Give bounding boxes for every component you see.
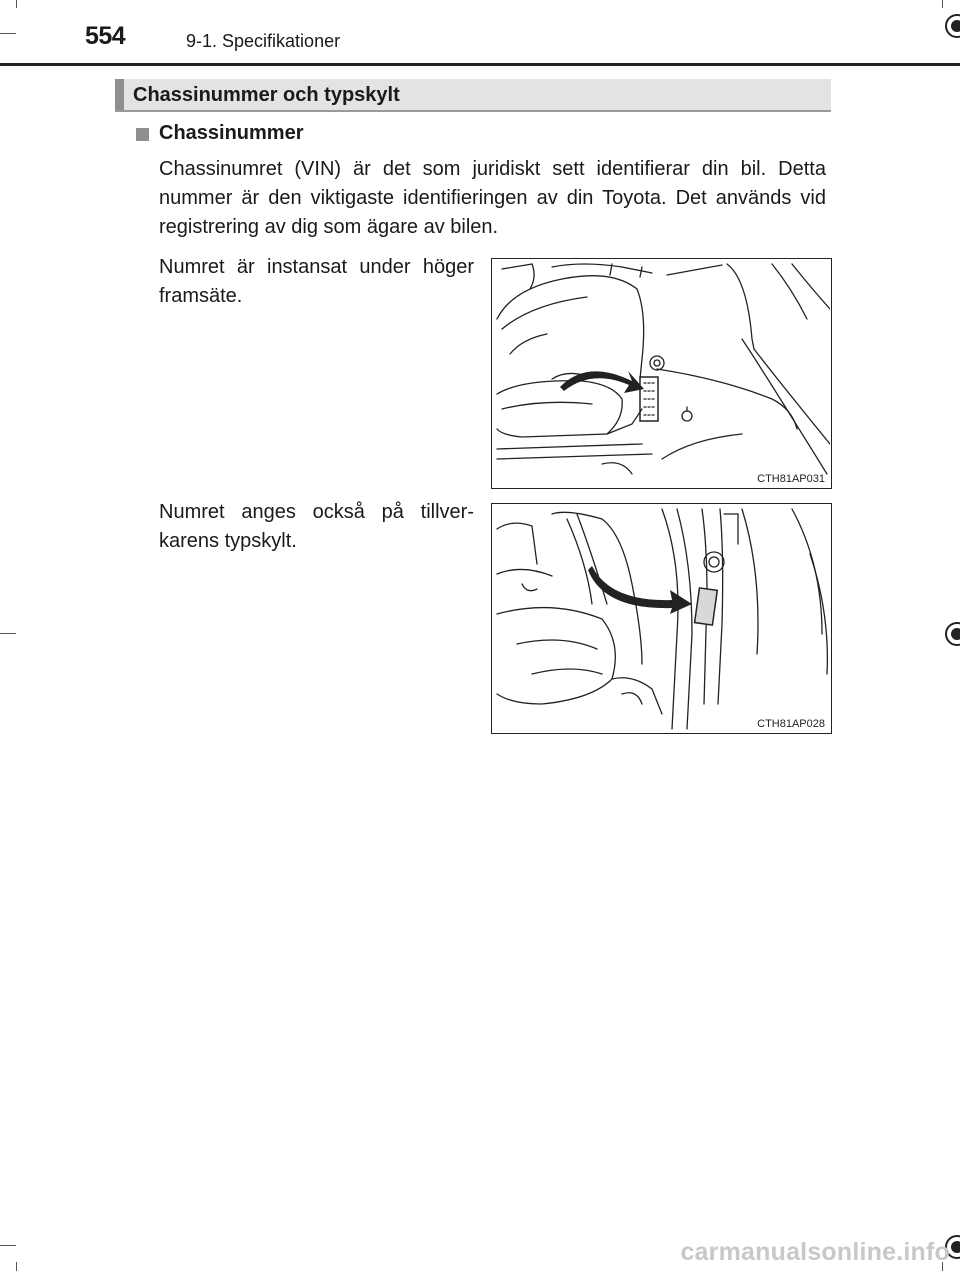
section-reference: 9-1. Specifikationer [186, 31, 341, 51]
door-pillar-illustration [492, 504, 830, 732]
crop-mark [0, 633, 16, 634]
subsection-heading: Chassinummer [159, 122, 304, 144]
crop-mark [0, 1245, 16, 1246]
crop-mark [16, 1262, 17, 1271]
section-title-accent [115, 79, 124, 110]
section-title: Chassinummer och typskylt [133, 84, 400, 106]
figure-code: CTH81AP031 [757, 473, 825, 485]
page-number: 554 [85, 22, 126, 50]
section-title-bar [115, 79, 831, 112]
seat-illustration [492, 259, 830, 487]
figure-2-text: Numret anges också på tillver-karens typskylt. [159, 501, 474, 552]
crop-mark [942, 0, 943, 8]
crop-mark [16, 0, 17, 8]
registration-mark-middle-right [945, 622, 960, 646]
figure-vin-door-pillar [491, 503, 832, 734]
intro-paragraph: Chassinumret (VIN) är det som juridiskt sett identifierar din bil. Detta nummer är den viktigaste identifieringen av din Toyota. Det används vid registrering av dig som ägare av bilen. [159, 158, 826, 238]
figure-1-text: Numret är instansat under höger framsäte. [159, 256, 474, 307]
crop-mark [0, 33, 16, 34]
figure-code: CTH81AP028 [757, 718, 825, 730]
registration-mark-top-right [945, 14, 960, 38]
bullet-square-icon [136, 128, 149, 141]
watermark[interactable]: carmanualsonline.info [680, 1238, 950, 1266]
header-rule [0, 63, 960, 66]
figure-vin-under-seat [491, 258, 832, 489]
